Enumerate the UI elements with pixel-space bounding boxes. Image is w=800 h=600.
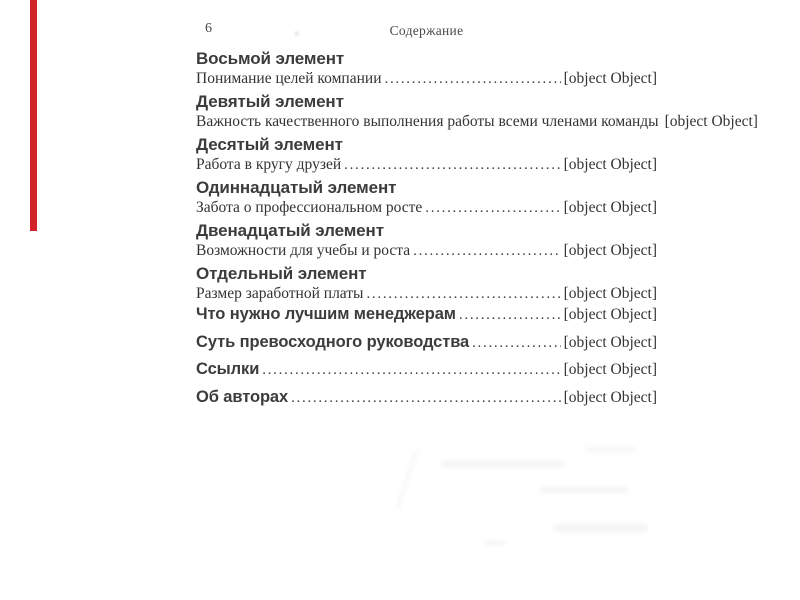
- toc-entry-subtitle-row: [196, 198, 657, 218]
- toc-section-page-number: [object Object]: [563, 388, 657, 406]
- toc-section-row: [196, 388, 657, 408]
- toc-entry: [196, 92, 758, 132]
- dot-leader: [425, 198, 560, 218]
- toc-section-title: Об авторах: [196, 387, 289, 406]
- show-through-mark: [540, 487, 628, 493]
- toc-entry-subtitle-row: [196, 241, 657, 261]
- show-through-mark: [585, 447, 635, 452]
- toc-entry-subtitle: Забота о профессиональном росте: [196, 199, 423, 216]
- toc-entry-title: Двенадцатый элемент: [196, 221, 384, 240]
- toc-section-page-number: [object Object]: [563, 361, 657, 378]
- toc-entry-subtitle: Работа в кругу друзей: [196, 156, 342, 173]
- toc-entry-page-number: [object Object]: [563, 285, 657, 302]
- toc-section-title: Ссылки: [196, 360, 260, 378]
- running-head: [196, 21, 657, 39]
- dot-leader: [291, 389, 561, 407]
- dot-leader: [385, 69, 561, 89]
- dot-leader: [262, 361, 560, 379]
- dot-leader: [344, 155, 560, 175]
- toc-entry-page-number: [object Object]: [563, 156, 657, 173]
- toc-entry-title: Одиннадцатый элемент: [196, 178, 397, 197]
- toc-entry: [196, 221, 657, 261]
- toc-entry-title: Отдельный элемент: [196, 264, 367, 283]
- toc-entry-page-number: [object Object]: [664, 113, 758, 130]
- toc-section-title: Что нужно лучшим менеджерам: [196, 305, 456, 323]
- toc-section-title: Суть превосходного руководства: [196, 332, 470, 351]
- show-through-mark: [484, 541, 506, 545]
- show-through-mark: [440, 461, 565, 467]
- dot-leader: [472, 334, 561, 352]
- toc-entry: [196, 264, 657, 304]
- page-number: 6: [205, 21, 212, 36]
- toc-section-list: [196, 305, 657, 408]
- toc-entry-subtitle-row: [196, 284, 657, 304]
- toc-entry-subtitle: Понимание целей компании: [196, 70, 382, 87]
- toc-entry: [196, 178, 657, 218]
- toc-entry-subtitle-row: [196, 112, 758, 132]
- toc-entry-subtitle: Важность качественного выполнения работы всеми членами команды: [196, 113, 659, 130]
- toc-section-page-number: [object Object]: [563, 333, 657, 351]
- toc-section-row: [196, 360, 657, 380]
- toc-entry-title: Девятый элемент: [196, 92, 344, 111]
- table-of-contents: [196, 49, 758, 415]
- toc-entry-title: Восьмой элемент: [196, 49, 345, 68]
- red-bookmark-stripe: [30, 0, 37, 231]
- dot-leader: [366, 284, 560, 304]
- page-title: Содержание: [389, 23, 464, 38]
- toc-entry-subtitle: Размер заработной платы: [196, 285, 364, 302]
- toc-entry-subtitle: Возможности для учебы и роста: [196, 242, 411, 259]
- toc-entry-subtitle-row: [196, 155, 657, 175]
- toc-entry: [196, 49, 657, 89]
- toc-section-row: [196, 333, 657, 353]
- toc-section-row: [196, 305, 657, 325]
- toc-entry-title: Десятый элемент: [196, 135, 343, 154]
- toc-entry-subtitle-row: [196, 69, 657, 89]
- toc-entry-page-number: [object Object]: [563, 199, 657, 216]
- toc-section-page-number: [object Object]: [563, 306, 657, 323]
- toc-entry: [196, 135, 657, 175]
- dot-leader: [413, 241, 560, 261]
- toc-entry-page-number: [object Object]: [563, 70, 657, 87]
- show-through-mark: [396, 450, 417, 510]
- toc-entry-page-number: [object Object]: [563, 242, 657, 259]
- dot-leader: [459, 306, 561, 324]
- toc-entry-list: [196, 49, 758, 304]
- show-through-mark: [553, 524, 648, 532]
